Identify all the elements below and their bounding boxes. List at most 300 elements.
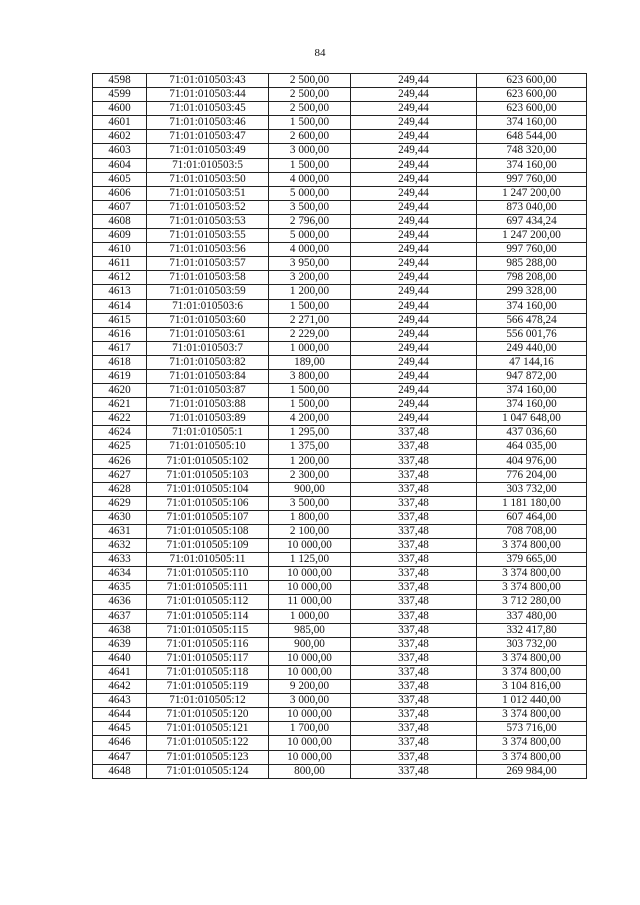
cadastral-number: 71:01:010505:11 <box>147 553 269 567</box>
cadastral-value-cell: 404 976,00 <box>477 454 587 468</box>
row-number: 4613 <box>93 285 147 299</box>
cadastral-number: 71:01:010503:51 <box>147 186 269 200</box>
cadastral-number: 71:01:010503:50 <box>147 172 269 186</box>
area-cell: 800,00 <box>269 764 351 778</box>
table-row <box>93 313 587 327</box>
cadastral-value-cell: 776 204,00 <box>477 468 587 482</box>
table-row <box>93 257 587 271</box>
cadastral-value-cell: 303 732,00 <box>477 482 587 496</box>
area-cell: 1 375,00 <box>269 440 351 454</box>
row-number: 4617 <box>93 341 147 355</box>
table-row <box>93 285 587 299</box>
table-row <box>93 482 587 496</box>
table-body <box>93 74 587 779</box>
row-number: 4638 <box>93 623 147 637</box>
rate-cell: 249,44 <box>351 243 477 257</box>
cadastral-value-cell: 708 708,00 <box>477 525 587 539</box>
cadastral-number: 71:01:010505:104 <box>147 482 269 496</box>
area-cell: 3 500,00 <box>269 496 351 510</box>
row-number: 4616 <box>93 327 147 341</box>
table-row <box>93 623 587 637</box>
cadastral-value-cell: 3 374 800,00 <box>477 750 587 764</box>
table-row <box>93 74 587 88</box>
cadastral-number: 71:01:010503:7 <box>147 341 269 355</box>
area-cell: 1 700,00 <box>269 722 351 736</box>
row-number: 4610 <box>93 243 147 257</box>
row-number: 4630 <box>93 510 147 524</box>
cadastral-value-cell: 623 600,00 <box>477 102 587 116</box>
rate-cell: 249,44 <box>351 200 477 214</box>
row-number: 4599 <box>93 88 147 102</box>
area-cell: 2 100,00 <box>269 525 351 539</box>
cadastral-number: 71:01:010503:60 <box>147 313 269 327</box>
cadastral-value-cell: 374 160,00 <box>477 384 587 398</box>
area-cell: 3 950,00 <box>269 257 351 271</box>
area-cell: 1 000,00 <box>269 341 351 355</box>
cadastral-value-cell: 573 716,00 <box>477 722 587 736</box>
table-row <box>93 651 587 665</box>
cadastral-value-cell: 623 600,00 <box>477 88 587 102</box>
table-row <box>93 468 587 482</box>
table-row <box>93 609 587 623</box>
table-row <box>93 88 587 102</box>
row-number: 4646 <box>93 736 147 750</box>
table-row <box>93 496 587 510</box>
cadastral-value-cell: 299 328,00 <box>477 285 587 299</box>
table-row <box>93 510 587 524</box>
row-number: 4648 <box>93 764 147 778</box>
cadastral-value-cell: 249 440,00 <box>477 341 587 355</box>
rate-cell: 249,44 <box>351 144 477 158</box>
area-cell: 9 200,00 <box>269 680 351 694</box>
cadastral-value-cell: 3 374 800,00 <box>477 567 587 581</box>
table-row <box>93 665 587 679</box>
cadastral-number: 71:01:010503:52 <box>147 200 269 214</box>
table-row <box>93 567 587 581</box>
area-cell: 10 000,00 <box>269 750 351 764</box>
rate-cell: 337,48 <box>351 553 477 567</box>
row-number: 4614 <box>93 299 147 313</box>
rate-cell: 337,48 <box>351 623 477 637</box>
area-cell: 10 000,00 <box>269 567 351 581</box>
area-cell: 900,00 <box>269 482 351 496</box>
area-cell: 900,00 <box>269 637 351 651</box>
table-row <box>93 426 587 440</box>
row-number: 4629 <box>93 496 147 510</box>
row-number: 4611 <box>93 257 147 271</box>
cadastral-number: 71:01:010503:89 <box>147 412 269 426</box>
table-row <box>93 736 587 750</box>
cadastral-value-cell: 269 984,00 <box>477 764 587 778</box>
row-number: 4632 <box>93 539 147 553</box>
cadastral-number: 71:01:010503:87 <box>147 384 269 398</box>
rate-cell: 337,48 <box>351 651 477 665</box>
rate-cell: 249,44 <box>351 412 477 426</box>
cadastral-value-cell: 3 374 800,00 <box>477 708 587 722</box>
row-number: 4620 <box>93 384 147 398</box>
area-cell: 5 000,00 <box>269 186 351 200</box>
cadastral-number: 71:01:010505:115 <box>147 623 269 637</box>
cadastral-number: 71:01:010503:82 <box>147 355 269 369</box>
row-number: 4647 <box>93 750 147 764</box>
rate-cell: 249,44 <box>351 186 477 200</box>
cadastral-number: 71:01:010503:59 <box>147 285 269 299</box>
rate-cell: 249,44 <box>351 313 477 327</box>
table-row <box>93 243 587 257</box>
row-number: 4618 <box>93 355 147 369</box>
cadastral-number: 71:01:010505:123 <box>147 750 269 764</box>
table-row <box>93 454 587 468</box>
rate-cell: 337,48 <box>351 496 477 510</box>
cadastral-number: 71:01:010505:118 <box>147 665 269 679</box>
cadastral-number: 71:01:010505:116 <box>147 637 269 651</box>
area-cell: 1 500,00 <box>269 116 351 130</box>
table-row <box>93 186 587 200</box>
rate-cell: 337,48 <box>351 510 477 524</box>
cadastral-value-cell: 556 001,76 <box>477 327 587 341</box>
cadastral-value-cell: 3 712 280,00 <box>477 595 587 609</box>
cadastral-number: 71:01:010505:111 <box>147 581 269 595</box>
table-row <box>93 229 587 243</box>
row-number: 4607 <box>93 200 147 214</box>
table-row <box>93 116 587 130</box>
cadastral-value-cell: 1 047 648,00 <box>477 412 587 426</box>
area-cell: 1 500,00 <box>269 158 351 172</box>
rate-cell: 337,48 <box>351 482 477 496</box>
cadastral-value-cell: 3 374 800,00 <box>477 539 587 553</box>
area-cell: 3 800,00 <box>269 369 351 383</box>
cadastral-number: 71:01:010505:103 <box>147 468 269 482</box>
row-number: 4642 <box>93 680 147 694</box>
table-row <box>93 595 587 609</box>
area-cell: 985,00 <box>269 623 351 637</box>
area-cell: 4 000,00 <box>269 243 351 257</box>
cadastral-value-cell: 437 036,60 <box>477 426 587 440</box>
cadastral-number: 71:01:010503:56 <box>147 243 269 257</box>
table-row <box>93 369 587 383</box>
cadastral-value-cell: 985 288,00 <box>477 257 587 271</box>
cadastral-number: 71:01:010505:1 <box>147 426 269 440</box>
row-number: 4628 <box>93 482 147 496</box>
cadastral-value-cell: 1 247 200,00 <box>477 186 587 200</box>
cadastral-number: 71:01:010503:84 <box>147 369 269 383</box>
table-row <box>93 130 587 144</box>
cadastral-number: 71:01:010505:121 <box>147 722 269 736</box>
area-cell: 2 500,00 <box>269 102 351 116</box>
rate-cell: 337,48 <box>351 764 477 778</box>
area-cell: 2 796,00 <box>269 214 351 228</box>
cadastral-value-cell: 1 012 440,00 <box>477 694 587 708</box>
area-cell: 1 500,00 <box>269 299 351 313</box>
cadastral-value-cell: 623 600,00 <box>477 74 587 88</box>
rate-cell: 249,44 <box>351 285 477 299</box>
row-number: 4631 <box>93 525 147 539</box>
area-cell: 3 200,00 <box>269 271 351 285</box>
cadastral-value-cell: 947 872,00 <box>477 369 587 383</box>
page-number: 84 <box>314 47 326 59</box>
cadastral-value-cell: 3 374 800,00 <box>477 665 587 679</box>
table-row <box>93 694 587 708</box>
cadastral-value-cell: 374 160,00 <box>477 299 587 313</box>
area-cell: 10 000,00 <box>269 665 351 679</box>
row-number: 4622 <box>93 412 147 426</box>
cadastral-value-cell: 303 732,00 <box>477 637 587 651</box>
area-cell: 1 500,00 <box>269 384 351 398</box>
cadastral-number: 71:01:010505:110 <box>147 567 269 581</box>
rate-cell: 337,48 <box>351 694 477 708</box>
area-cell: 189,00 <box>269 355 351 369</box>
table-row <box>93 355 587 369</box>
area-cell: 4 000,00 <box>269 172 351 186</box>
cadastral-number: 71:01:010503:58 <box>147 271 269 285</box>
rate-cell: 337,48 <box>351 567 477 581</box>
row-number: 4644 <box>93 708 147 722</box>
rate-cell: 337,48 <box>351 609 477 623</box>
row-number: 4640 <box>93 651 147 665</box>
table-row <box>93 200 587 214</box>
row-number: 4625 <box>93 440 147 454</box>
area-cell: 10 000,00 <box>269 581 351 595</box>
rate-cell: 337,48 <box>351 581 477 595</box>
cadastral-number: 71:01:010505:117 <box>147 651 269 665</box>
cadastral-number: 71:01:010505:122 <box>147 736 269 750</box>
table-row <box>93 539 587 553</box>
cadastral-value-cell: 374 160,00 <box>477 398 587 412</box>
table-row <box>93 722 587 736</box>
area-cell: 1 500,00 <box>269 398 351 412</box>
cadastral-number: 71:01:010503:49 <box>147 144 269 158</box>
row-number: 4627 <box>93 468 147 482</box>
area-cell: 2 300,00 <box>269 468 351 482</box>
cadastral-value-cell: 374 160,00 <box>477 158 587 172</box>
rate-cell: 249,44 <box>351 102 477 116</box>
rate-cell: 249,44 <box>351 398 477 412</box>
cadastral-value-cell: 379 665,00 <box>477 553 587 567</box>
cadastral-value-cell: 648 544,00 <box>477 130 587 144</box>
row-number: 4636 <box>93 595 147 609</box>
rate-cell: 249,44 <box>351 158 477 172</box>
area-cell: 2 500,00 <box>269 74 351 88</box>
table-row <box>93 750 587 764</box>
table-row <box>93 144 587 158</box>
row-number: 4612 <box>93 271 147 285</box>
table-row <box>93 398 587 412</box>
area-cell: 1 125,00 <box>269 553 351 567</box>
area-cell: 2 271,00 <box>269 313 351 327</box>
cadastral-value-cell: 3 104 816,00 <box>477 680 587 694</box>
cadastral-value-cell: 997 760,00 <box>477 243 587 257</box>
table-row <box>93 764 587 778</box>
cadastral-value-cell: 47 144,16 <box>477 355 587 369</box>
area-cell: 10 000,00 <box>269 539 351 553</box>
rate-cell: 249,44 <box>351 327 477 341</box>
rate-cell: 337,48 <box>351 708 477 722</box>
rate-cell: 249,44 <box>351 172 477 186</box>
rate-cell: 249,44 <box>351 88 477 102</box>
table-row <box>93 102 587 116</box>
cadastral-number: 71:01:010503:43 <box>147 74 269 88</box>
row-number: 4605 <box>93 172 147 186</box>
area-cell: 10 000,00 <box>269 651 351 665</box>
table-row <box>93 440 587 454</box>
cadastral-number: 71:01:010505:109 <box>147 539 269 553</box>
cadastral-number: 71:01:010503:45 <box>147 102 269 116</box>
row-number: 4604 <box>93 158 147 172</box>
area-cell: 1 200,00 <box>269 285 351 299</box>
cadastral-value-cell: 3 374 800,00 <box>477 651 587 665</box>
cadastral-value-cell: 332 417,80 <box>477 623 587 637</box>
row-number: 4600 <box>93 102 147 116</box>
rate-cell: 249,44 <box>351 130 477 144</box>
table-row <box>93 680 587 694</box>
row-number: 4606 <box>93 186 147 200</box>
rate-cell: 249,44 <box>351 299 477 313</box>
row-number: 4645 <box>93 722 147 736</box>
area-cell: 3 500,00 <box>269 200 351 214</box>
cadastral-value-cell: 798 208,00 <box>477 271 587 285</box>
table-row <box>93 158 587 172</box>
row-number: 4619 <box>93 369 147 383</box>
table-row <box>93 637 587 651</box>
table-row <box>93 412 587 426</box>
area-cell: 3 000,00 <box>269 694 351 708</box>
rate-cell: 249,44 <box>351 214 477 228</box>
table-row <box>93 581 587 595</box>
cadastral-number: 71:01:010505:12 <box>147 694 269 708</box>
row-number: 4641 <box>93 665 147 679</box>
table-row <box>93 214 587 228</box>
table-row <box>93 384 587 398</box>
cadastral-number: 71:01:010505:120 <box>147 708 269 722</box>
cadastral-value-cell: 464 035,00 <box>477 440 587 454</box>
rate-cell: 337,48 <box>351 665 477 679</box>
cadastral-number: 71:01:010505:106 <box>147 496 269 510</box>
row-number: 4601 <box>93 116 147 130</box>
row-number: 4624 <box>93 426 147 440</box>
area-cell: 3 000,00 <box>269 144 351 158</box>
cadastral-number: 71:01:010503:6 <box>147 299 269 313</box>
table-row <box>93 299 587 313</box>
rate-cell: 337,48 <box>351 525 477 539</box>
row-number: 4643 <box>93 694 147 708</box>
area-cell: 2 500,00 <box>269 88 351 102</box>
cadastral-value-table <box>92 73 587 779</box>
cadastral-number: 71:01:010503:5 <box>147 158 269 172</box>
cadastral-number: 71:01:010505:108 <box>147 525 269 539</box>
cadastral-number: 71:01:010503:55 <box>147 229 269 243</box>
row-number: 4602 <box>93 130 147 144</box>
area-cell: 1 295,00 <box>269 426 351 440</box>
cadastral-value-cell: 607 464,00 <box>477 510 587 524</box>
cadastral-number: 71:01:010505:107 <box>147 510 269 524</box>
row-number: 4598 <box>93 74 147 88</box>
rate-cell: 249,44 <box>351 229 477 243</box>
cadastral-value-cell: 337 480,00 <box>477 609 587 623</box>
rate-cell: 337,48 <box>351 426 477 440</box>
area-cell: 10 000,00 <box>269 708 351 722</box>
cadastral-number: 71:01:010505:102 <box>147 454 269 468</box>
rate-cell: 249,44 <box>351 384 477 398</box>
cadastral-number: 71:01:010503:44 <box>147 88 269 102</box>
cadastral-value-cell: 697 434,24 <box>477 214 587 228</box>
cadastral-number: 71:01:010505:10 <box>147 440 269 454</box>
table-row <box>93 271 587 285</box>
area-cell: 2 229,00 <box>269 327 351 341</box>
area-cell: 1 000,00 <box>269 609 351 623</box>
area-cell: 1 200,00 <box>269 454 351 468</box>
cadastral-value-cell: 997 760,00 <box>477 172 587 186</box>
cadastral-number: 71:01:010505:112 <box>147 595 269 609</box>
area-cell: 5 000,00 <box>269 229 351 243</box>
cadastral-number: 71:01:010503:47 <box>147 130 269 144</box>
cadastral-number: 71:01:010505:124 <box>147 764 269 778</box>
cadastral-number: 71:01:010503:61 <box>147 327 269 341</box>
rate-cell: 337,48 <box>351 750 477 764</box>
area-cell: 4 200,00 <box>269 412 351 426</box>
row-number: 4639 <box>93 637 147 651</box>
rate-cell: 337,48 <box>351 454 477 468</box>
rate-cell: 249,44 <box>351 74 477 88</box>
area-cell: 2 600,00 <box>269 130 351 144</box>
row-number: 4608 <box>93 214 147 228</box>
rate-cell: 337,48 <box>351 736 477 750</box>
cadastral-number: 71:01:010503:46 <box>147 116 269 130</box>
cadastral-value-cell: 1 247 200,00 <box>477 229 587 243</box>
cadastral-number: 71:01:010503:53 <box>147 214 269 228</box>
cadastral-value-cell: 873 040,00 <box>477 200 587 214</box>
cadastral-value-cell: 566 478,24 <box>477 313 587 327</box>
rate-cell: 337,48 <box>351 539 477 553</box>
cadastral-value-cell: 374 160,00 <box>477 116 587 130</box>
area-cell: 1 800,00 <box>269 510 351 524</box>
row-number: 4634 <box>93 567 147 581</box>
row-number: 4603 <box>93 144 147 158</box>
rate-cell: 249,44 <box>351 369 477 383</box>
cadastral-number: 71:01:010505:114 <box>147 609 269 623</box>
cadastral-value-cell: 3 374 800,00 <box>477 736 587 750</box>
table-row <box>93 553 587 567</box>
rate-cell: 249,44 <box>351 271 477 285</box>
cadastral-value-cell: 748 320,00 <box>477 144 587 158</box>
table-row <box>93 327 587 341</box>
cadastral-number: 71:01:010503:88 <box>147 398 269 412</box>
rate-cell: 249,44 <box>351 257 477 271</box>
cadastral-number: 71:01:010505:119 <box>147 680 269 694</box>
table-row <box>93 172 587 186</box>
table-row <box>93 341 587 355</box>
rate-cell: 249,44 <box>351 341 477 355</box>
rate-cell: 249,44 <box>351 355 477 369</box>
table-row <box>93 525 587 539</box>
rate-cell: 337,48 <box>351 468 477 482</box>
rate-cell: 337,48 <box>351 637 477 651</box>
row-number: 4633 <box>93 553 147 567</box>
cadastral-value-cell: 1 181 180,00 <box>477 496 587 510</box>
rate-cell: 337,48 <box>351 440 477 454</box>
rate-cell: 337,48 <box>351 595 477 609</box>
row-number: 4609 <box>93 229 147 243</box>
cadastral-value-cell: 3 374 800,00 <box>477 581 587 595</box>
rate-cell: 337,48 <box>351 680 477 694</box>
table-row <box>93 708 587 722</box>
row-number: 4615 <box>93 313 147 327</box>
area-cell: 10 000,00 <box>269 736 351 750</box>
cadastral-number: 71:01:010503:57 <box>147 257 269 271</box>
rate-cell: 249,44 <box>351 116 477 130</box>
row-number: 4621 <box>93 398 147 412</box>
rate-cell: 337,48 <box>351 722 477 736</box>
row-number: 4635 <box>93 581 147 595</box>
